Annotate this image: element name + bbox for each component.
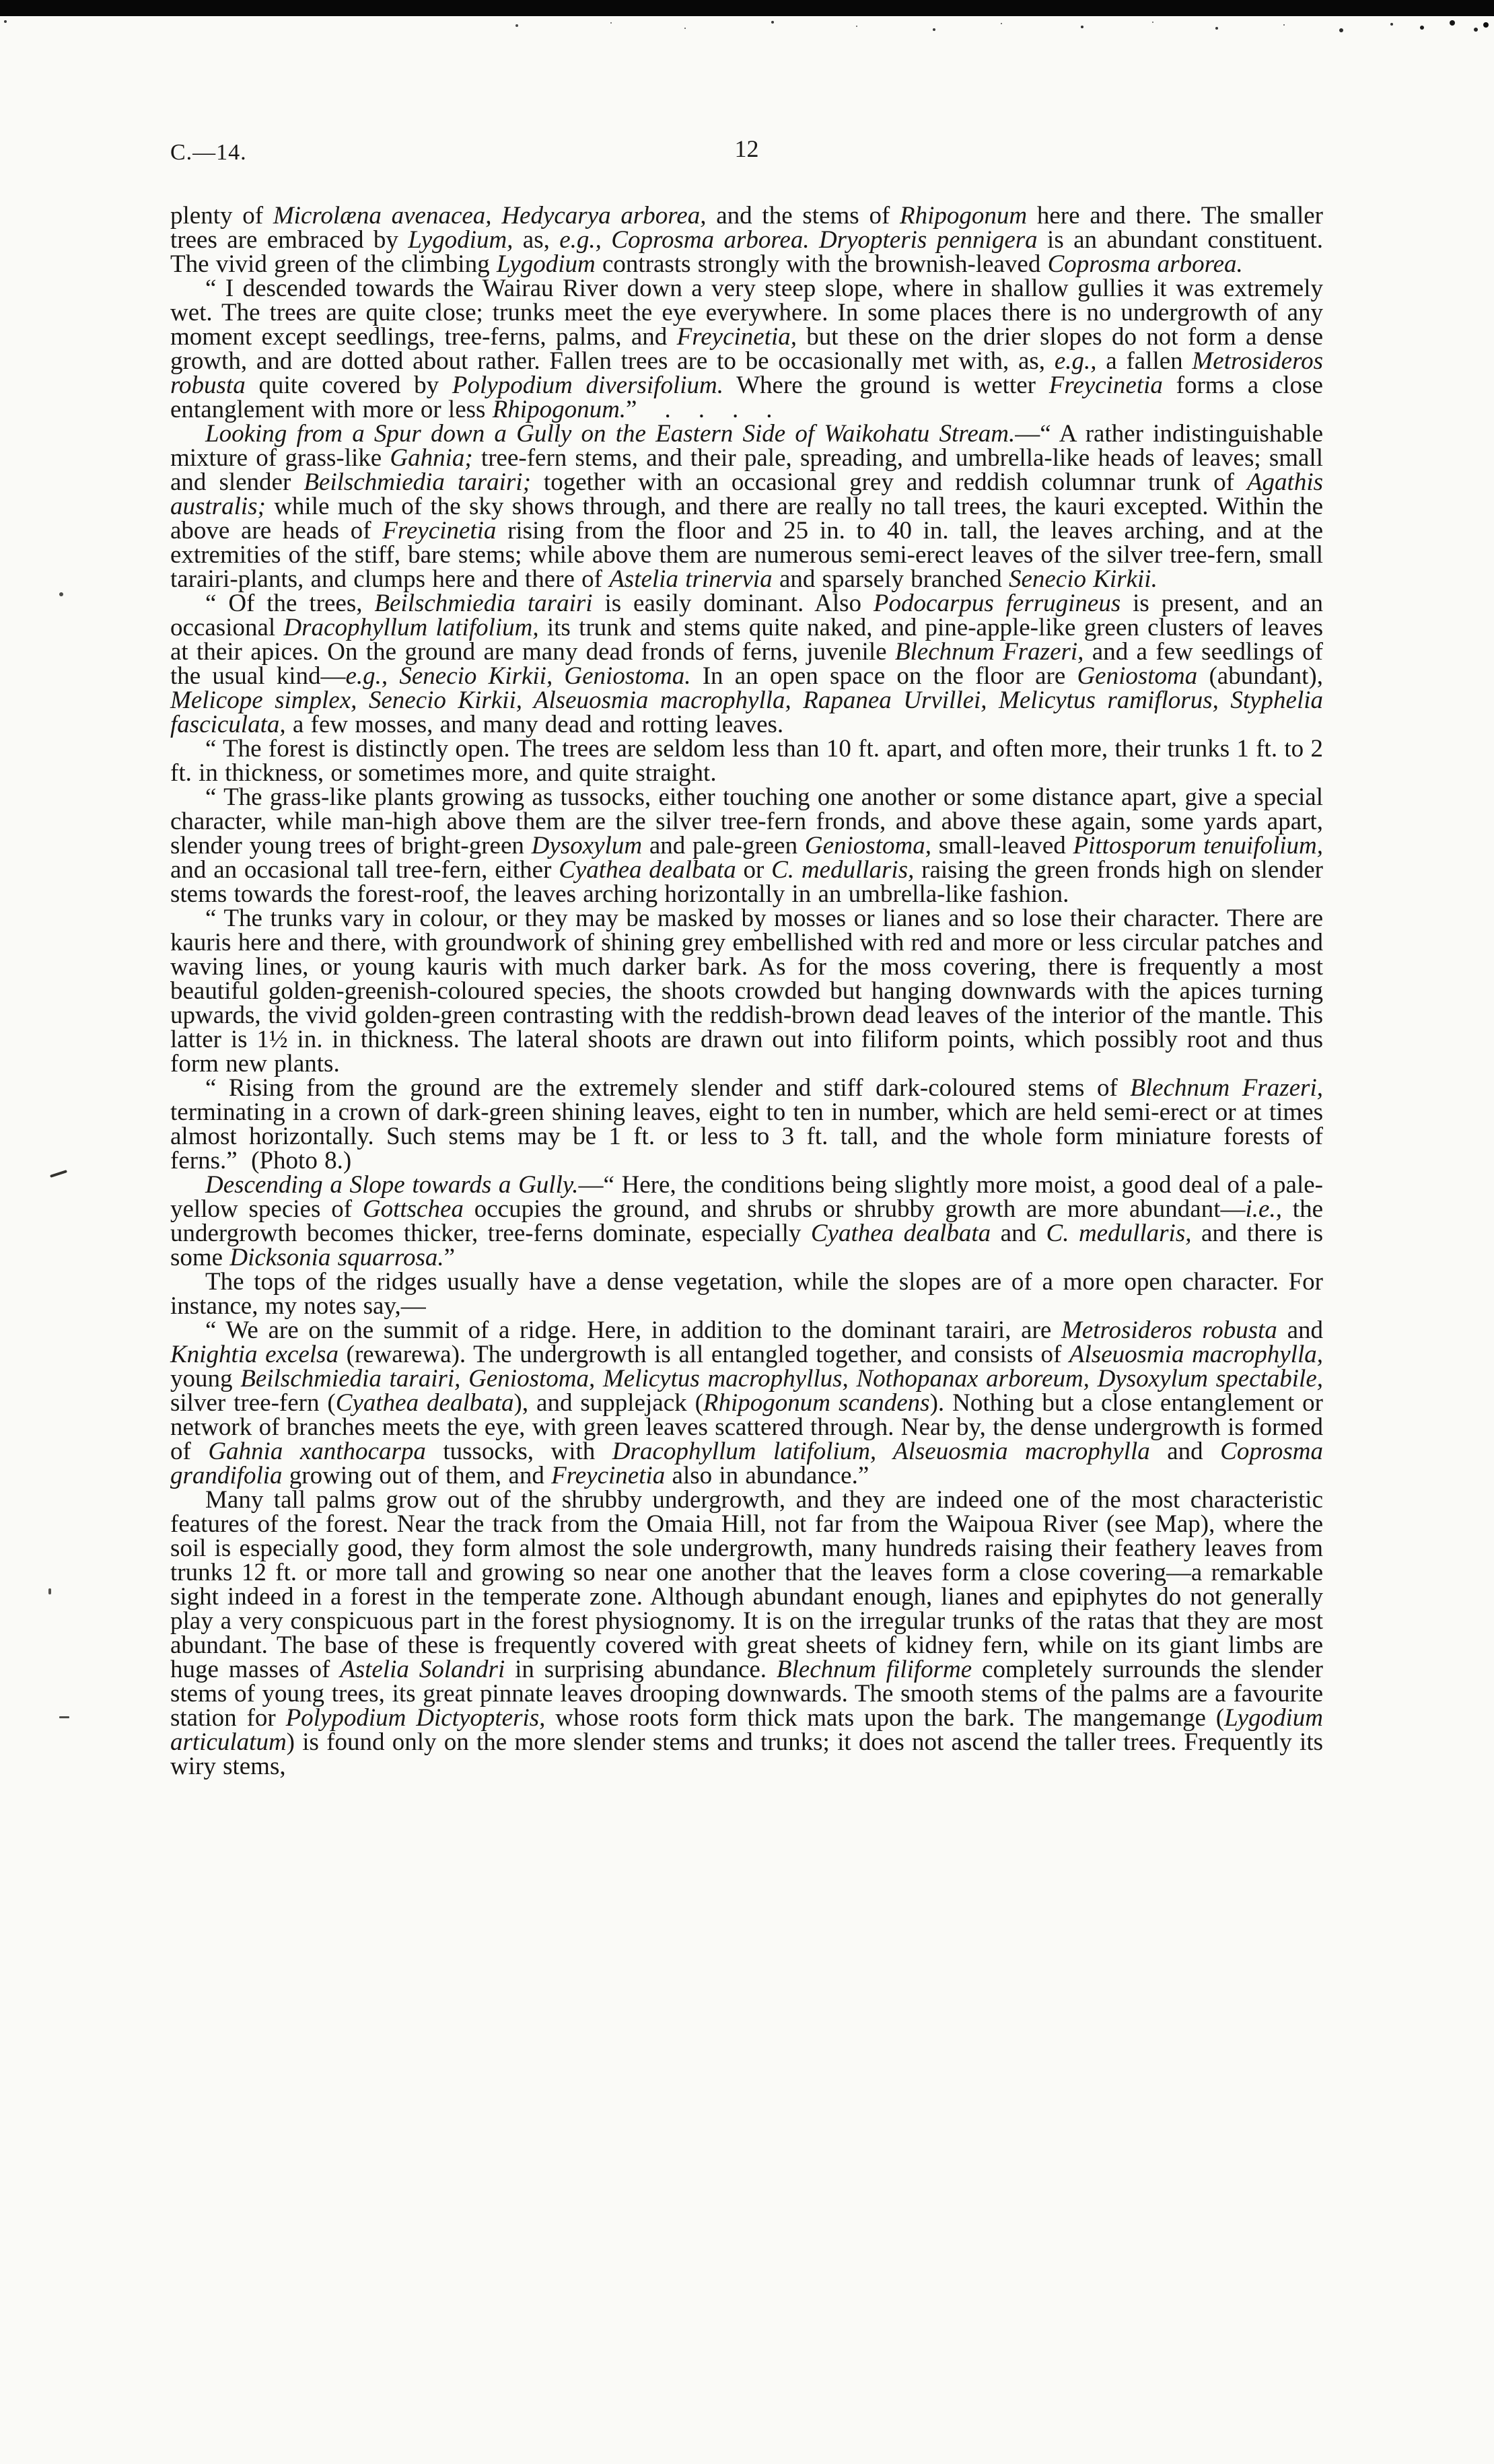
- text-run: and: [991, 1220, 1046, 1247]
- text-run: and sparsely branched: [772, 565, 1009, 593]
- species-name: C. medullaris,: [771, 856, 915, 884]
- text-run: ), and supplejack (: [513, 1389, 703, 1417]
- text-run: completely surrounds the slender stems of young trees, its great pinnate leaves drooping downwards. The smooth stems of the palms are a favourite station for: [170, 1656, 1323, 1732]
- species-name: Melicope simplex, Senecio Kirkii, Alseuosmia macrophylla, Rapanea Urvillei, Melicytus ramiflorus, Styphelia fasciculata,: [170, 687, 1323, 738]
- paragraph: [170, 422, 1323, 592]
- text-run: and: [1277, 1316, 1324, 1344]
- paragraph: [170, 785, 1323, 907]
- species-name: Agathis australis;: [170, 468, 1323, 520]
- text-run: silver tree-fern (: [170, 1389, 336, 1417]
- paragraph: [170, 1318, 1323, 1488]
- species-name: Coprosma grandifolia: [170, 1438, 1323, 1489]
- page-number: 12: [734, 135, 759, 162]
- species-name: Freycinetia: [382, 517, 497, 544]
- paragraph: [170, 277, 1323, 422]
- text-run: Where the ground is wetter: [723, 372, 1049, 399]
- scan-noise-speckles: [4, 20, 7, 23]
- species-name: e.g.,: [1054, 347, 1097, 375]
- paragraph: [170, 204, 1323, 277]
- species-name: Geniostoma,: [804, 832, 931, 859]
- species-name: Gottschea: [362, 1195, 464, 1223]
- text-run: Many tall palms grow out of the shrubby undergrowth, and they are indeed one of the most characteristic features of the forest. Near the track from the Omaia Hill, not far from the Waipoua River (see Map), where the soil is especially good, they form almost the sole undergrowth, many hundreds raising their feathery leaves from trunks 12 ft. or more tall and growing so near one another that the leaves form a close covering—a remarkable sight indeed in a forest in the temperate zone. Although abundant enough, lianes and epiphytes do not generally play a very conspicuous part in the forest physiognomy. It is on the irregular trunks of the ratas that they are most abundant. The base of these is frequently covered with great sheets of kidney fern, while on its giant limbs are huge masses of: [170, 1486, 1323, 1683]
- paragraph: [170, 1076, 1323, 1173]
- text-run: plenty of: [170, 202, 273, 230]
- species-name: C. medullaris,: [1046, 1220, 1192, 1247]
- text-run: and an occasional tall tree-fern, either: [170, 856, 559, 884]
- text-run: and: [1149, 1438, 1221, 1465]
- species-name: Alseuosmia macrophylla,: [1069, 1341, 1323, 1368]
- text-run: forms a close entanglement with more or less: [170, 372, 1323, 423]
- text-run: or: [736, 856, 772, 884]
- species-name: Lygodium,: [408, 226, 513, 254]
- text-run: whose roots form thick mats upon the bark. The mangemange (: [545, 1704, 1225, 1732]
- species-name: Rhipogonum scandens: [703, 1389, 930, 1417]
- text-run: but these on the drier slopes do not form a dense growth, and are dotted about rather. Fallen trees are to be occasionally met with, as,: [170, 323, 1324, 375]
- text-run: growing out of them, and: [282, 1462, 552, 1489]
- species-name: Cyathea dealbata: [810, 1220, 991, 1247]
- species-name: Gahnia xanthocarpa: [208, 1438, 426, 1465]
- text-run: is present, and an occasional: [170, 590, 1323, 641]
- text-run: also in abundance.”: [665, 1462, 869, 1489]
- text-run: its trunk and stems quite naked, and pine-apple-like green clusters of leaves at their apices. On the ground are many dead fronds of ferns, juvenile: [170, 614, 1323, 666]
- text-run: rising from the floor and 25 in. to 40 in. tall, the leaves arching, and at the extremities of the stiff, bare stems; while above them are numerous semi-erect leaves of the silver tree-fern, small tarairi-plants, and clumps here and there of: [170, 517, 1323, 593]
- species-name: Freycinetia,: [676, 323, 797, 351]
- species-name: Astelia Solandri: [340, 1656, 505, 1683]
- species-name: Beilschmiedia tarairi, Geniostoma, Melicytus macrophyllus, Nothopanax arboreum, Dysoxylum spectabile,: [240, 1365, 1323, 1393]
- species-name: Looking from a Spur down a Gully on the Eastern Side of Waikohatu Stream.: [205, 420, 1016, 448]
- species-name: Dysoxylum: [531, 832, 643, 859]
- text-run: “ Rising from the ground are the extremely slender and stiff dark-coloured stems of: [205, 1074, 1131, 1102]
- paragraph: [170, 907, 1323, 1076]
- text-run: “ Of the trees,: [205, 590, 375, 617]
- text-run: “ The grass-like plants growing as tussocks, either touching one another or some distance apart, give a special character, while man-high above them are the silver tree-fern fronds, and above these again, some yards apart, slender young trees of bright-green: [170, 783, 1323, 859]
- species-name: Metrosideros robusta: [1061, 1316, 1277, 1344]
- species-name: Dracophyllum latifolium,: [283, 614, 539, 641]
- text-run: ). Nothing but a close entanglement or network of branches meets the eye, with green leaves scattered through. Near by, the dense undergrowth is formed of: [170, 1389, 1323, 1465]
- text-run: and there is some: [170, 1220, 1323, 1271]
- species-name: Freycinetia: [1048, 372, 1163, 399]
- species-name: Dracophyllum latifolium, Alseuosmia macrophylla: [612, 1438, 1150, 1465]
- paragraph: [170, 592, 1323, 737]
- species-name: Blechnum Frazeri,: [1130, 1074, 1323, 1102]
- margin-ink-speck: [59, 592, 63, 596]
- text-run: tussocks, with: [425, 1438, 612, 1465]
- species-name: Polypodium diversifolium.: [452, 372, 723, 399]
- report-number: C.—14.: [170, 140, 247, 165]
- species-name: Coprosma arborea.: [1047, 250, 1243, 278]
- text-run: “ I descended towards the Wairau River down a very steep slope, where in shallow gullies it was extremely wet. The trees are quite close; trunks meet the eye everywhere. In some places there is no undergrowth of any moment except seedlings, tree-ferns, palms, and: [170, 275, 1323, 351]
- species-name: Freycinetia: [551, 1462, 666, 1489]
- species-name: Podocarpus ferrugineus: [873, 590, 1121, 617]
- species-name: Geniostoma: [1077, 662, 1198, 690]
- text-run: ” . . . .: [626, 396, 773, 423]
- margin-pen-tick: [50, 1170, 67, 1178]
- species-name: Metrosideros robusta: [170, 347, 1323, 399]
- species-name: Cyathea dealbata: [559, 856, 736, 884]
- margin-ink-speck: [48, 1588, 51, 1594]
- text-run: “ We are on the summit of a ridge. Here, in addition to the dominant tarairi, are: [205, 1316, 1061, 1344]
- text-run: quite covered by: [245, 372, 452, 399]
- margin-pen-dash: [59, 1716, 69, 1718]
- paragraph: [170, 1270, 1323, 1318]
- species-name: i.e.,: [1245, 1195, 1282, 1223]
- species-name: Astelia trinervia: [609, 565, 773, 593]
- text-run: and a few seedlings of the usual kind—: [170, 638, 1323, 690]
- text-run: is an abundant constituent. The vivid green of the climbing: [170, 226, 1323, 278]
- species-name: Beilschmiedia tarairi;: [304, 468, 531, 496]
- text-run: “ The forest is distinctly open. The trees are seldom less than 10 ft. apart, and often more, their trunks 1 ft. to 2 ft. in thickness, or sometimes more, and quite straight.: [170, 735, 1323, 787]
- text-run: (rewarewa). The undergrowth is all entangled together, and consists of: [338, 1341, 1069, 1368]
- species-name: Blechnum filiforme: [776, 1656, 972, 1683]
- text-run: while much of the sky shows through, and there are really no tall trees, the kauri excepted. Within the above are heads of: [170, 493, 1323, 544]
- text-run: a fallen: [1096, 347, 1193, 375]
- text-run: as,: [513, 226, 560, 254]
- text-run: together with an occasional grey and reddish columnar trunk of: [530, 468, 1247, 496]
- text-run: terminating in a crown of dark-green shining leaves, eight to ten in number, which are held semi-erect or at times almost horizontally. Such stems may be 1 ft. or less to 3 ft. tall, and the whole form miniature forests of ferns.” (Photo 8.): [170, 1098, 1323, 1174]
- text-run: and pale-green: [642, 832, 805, 859]
- text-run: the undergrowth becomes thicker, tree-ferns dominate, especially: [170, 1195, 1324, 1247]
- text-run: “ The trunks vary in colour, or they may be masked by mosses or lianes and so lose their character. There are kauris here and there, with groundwork of shining grey embellished with red and more or less circular patches and waving lines, or young kauris with much darker bark. As for the moss covering, there is frequently a most beautiful golden-greenish-coloured species, the shoots crowded but hanging downwards with the apices turning upwards, the vivid golden-green contrasting with the reddish-brown dead leaves of the interior of the mantle. This latter is 1½ in. in thickness. The lateral shoots are drawn out into filiform points, which possibly root and thus form new plants.: [170, 905, 1323, 1078]
- species-name: e.g., Coprosma arborea. Dryopteris pennigera: [559, 226, 1038, 254]
- page-header: [170, 135, 1323, 167]
- text-run: here and there. The smaller trees are embraced by: [170, 202, 1323, 254]
- paragraph: [170, 737, 1323, 785]
- text-run: (abundant),: [1197, 662, 1324, 690]
- text-run: young: [170, 1365, 241, 1393]
- species-name: Lygodium articulatum: [170, 1704, 1323, 1756]
- species-name: Pittosporum tenuifolium,: [1073, 832, 1324, 859]
- text-run: raising the green fronds high on slender stems towards the forest-roof, the leaves arching horizontally in an umbrella-like fashion.: [170, 856, 1323, 908]
- text-run: tree-fern stems, and their pale, spreading, and umbrella-like heads of leaves; small and slender: [170, 444, 1323, 496]
- species-name: Blechnum Frazeri,: [894, 638, 1084, 666]
- text-run: occupies the ground, and shrubs or shrubby growth are more abundant—: [463, 1195, 1246, 1223]
- page-body: [170, 204, 1323, 1779]
- text-run: ”: [443, 1244, 456, 1271]
- species-name: Microlæna avenacea, Hedycarya arborea,: [273, 202, 707, 230]
- text-run: is easily dominant. Also: [592, 590, 874, 617]
- species-name: Knightia excelsa: [170, 1341, 339, 1368]
- species-name: Dicksonia squarrosa.: [229, 1244, 444, 1271]
- species-name: Rhipogonum: [900, 202, 1028, 230]
- species-name: Lygodium: [496, 250, 596, 278]
- species-name: Beilschmiedia tarairi: [374, 590, 593, 617]
- species-name: Cyathea dealbata: [335, 1389, 514, 1417]
- text-run: —“ Here, the conditions being slightly more moist, a good deal of a pale-yellow species of: [170, 1171, 1323, 1223]
- species-name: Rhipogonum.: [492, 396, 627, 423]
- scan-edge-artifact: [0, 0, 1494, 16]
- paragraph: [170, 1173, 1323, 1270]
- species-name: Polypodium Dictyopteris,: [285, 1704, 546, 1732]
- text-run: a few mosses, and many dead and rotting leaves.: [285, 711, 784, 738]
- text-run: small-leaved: [931, 832, 1073, 859]
- species-name: e.g., Senecio Kirkii, Geniostoma.: [345, 662, 691, 690]
- species-name: Senecio Kirkii.: [1008, 565, 1158, 593]
- text-run: ) is found only on the more slender stems and trunks; it does not ascend the taller trees. Frequently its wiry stems,: [170, 1728, 1323, 1780]
- text-run: The tops of the ridges usually have a dense vegetation, while the slopes are of a more open character. For instance, my notes say,—: [170, 1268, 1323, 1320]
- text-run: contrasts strongly with the brownish-leaved: [595, 250, 1048, 278]
- species-name: Gahnia;: [390, 444, 473, 472]
- paragraph: [170, 1488, 1323, 1779]
- species-name: Descending a Slope towards a Gully.: [205, 1171, 579, 1199]
- text-run: in surprising abundance.: [505, 1656, 777, 1683]
- text-run: —“ A rather indistinguishable mixture of grass-like: [170, 420, 1323, 472]
- text-run: In an open space on the floor are: [690, 662, 1077, 690]
- text-run: and the stems of: [706, 202, 900, 230]
